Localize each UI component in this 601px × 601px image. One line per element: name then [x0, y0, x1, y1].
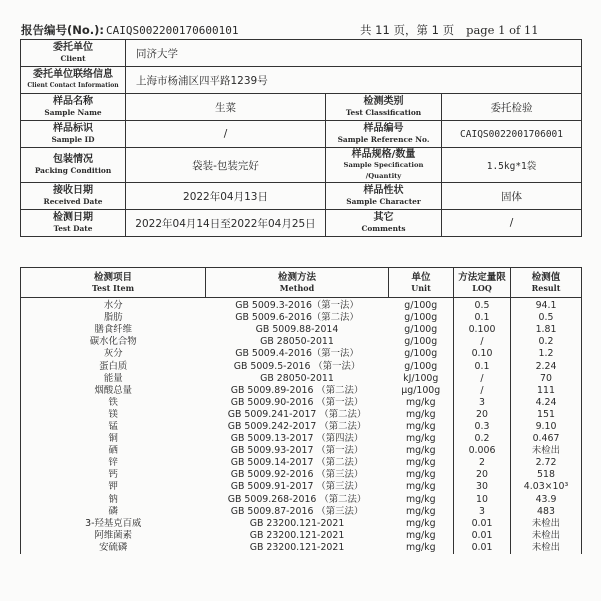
result-cell-method: GB 5009.268-2016 （第二法） — [227, 493, 367, 505]
result-cell-item: 阿维菌素 — [21, 530, 206, 542]
result-cell-loq: 0.2 — [454, 433, 511, 445]
packing-row — [21, 148, 582, 183]
received-value: 2022年04月13日 — [126, 183, 326, 210]
result-row — [21, 518, 582, 530]
character-value: 固体 — [442, 183, 582, 210]
result-cell-result: 4.03×10³ — [511, 481, 582, 493]
sample-name-value: 生菜 — [126, 94, 326, 121]
test-date-row — [21, 210, 582, 237]
page-indicator-cn: 共 11 页，第 1 页 — [360, 23, 455, 37]
result-cell-item: 硒 — [21, 445, 206, 457]
result-cell-unit: kJ/100g — [403, 372, 439, 384]
result-cell-result: 43.9 — [511, 494, 582, 506]
result-cell-loq: 0.01 — [454, 518, 511, 530]
result-cell-method: GB 5009.92-2016 （第三法） — [230, 469, 364, 481]
sample-name-row — [21, 94, 582, 121]
report-number — [21, 22, 238, 38]
result-cell-loq: / — [454, 336, 511, 348]
result-cell-item: 锰 — [21, 421, 206, 433]
result-cell-unit: mg/kg — [405, 445, 436, 457]
result-cell-item: 钾 — [21, 481, 206, 493]
result-cell-item: 安硫磷 — [21, 542, 206, 554]
result-cell-unit: mg/kg — [405, 408, 436, 420]
result-row — [21, 360, 582, 372]
col-header-unit: 单位 Unit — [389, 268, 454, 298]
result-cell-method: GB 5009.91-2017 （第三法） — [230, 481, 364, 493]
result-cell-item: 磷 — [21, 506, 206, 518]
result-cell-loq: 20 — [454, 409, 511, 421]
result-cell-unit: mg/kg — [405, 481, 436, 493]
client-label: 委托单位 Client — [21, 40, 126, 67]
result-cell-item: 水分 — [21, 298, 206, 313]
result-cell-unit: mg/kg — [405, 529, 436, 541]
character-label: 样品性状 Sample Character — [326, 183, 442, 210]
result-cell-loq: 30 — [454, 481, 511, 493]
result-cell-method: GB 23200.121-2021 — [249, 529, 345, 541]
result-cell-result: 0.2 — [511, 336, 582, 348]
result-row — [21, 385, 582, 397]
results-header-row — [21, 268, 582, 298]
result-row — [21, 298, 582, 313]
contact-row — [21, 67, 582, 94]
col-header-method: 检测方法 Method — [206, 268, 389, 298]
result-row — [21, 530, 582, 542]
result-row — [21, 421, 582, 433]
result-cell-result: 未检出 — [511, 530, 582, 542]
specification-value: 1.5kg*1袋 — [442, 148, 582, 183]
result-cell-unit: mg/kg — [405, 541, 436, 553]
result-row — [21, 469, 582, 481]
report-number-label: 报告编号(No.): — [21, 23, 105, 37]
result-cell-method: GB 5009.87-2016 （第三法） — [230, 505, 364, 517]
report-number-value: CAIQS002200170600101 — [106, 24, 239, 37]
col-header-item: 检测项目 Test Item — [21, 268, 206, 298]
result-cell-method: GB 5009.13-2017 （第四法） — [230, 433, 364, 445]
result-cell-unit: mg/kg — [405, 420, 436, 432]
result-cell-loq: 0.100 — [454, 324, 511, 336]
result-cell-loq: 3 — [454, 506, 511, 518]
result-cell-item: 碳水化合物 — [21, 336, 206, 348]
result-cell-item: 锌 — [21, 457, 206, 469]
result-cell-loq: / — [454, 385, 511, 397]
result-cell-loq: 0.006 — [454, 445, 511, 457]
received-row — [21, 183, 582, 210]
result-cell-loq: 2 — [454, 457, 511, 469]
result-cell-result: 0.5 — [511, 312, 582, 324]
result-cell-result: 0.467 — [511, 433, 582, 445]
result-cell-method: GB 5009.3-2016（第一法） — [235, 300, 359, 312]
test-date-label: 检测日期 Test Date — [21, 210, 126, 237]
result-cell-result: 483 — [511, 506, 582, 518]
result-cell-item: 钠 — [21, 494, 206, 506]
result-cell-unit: g/100g — [404, 360, 438, 372]
comments-value: / — [442, 210, 582, 237]
page-indicator-en: page 1 of 11 — [466, 23, 539, 37]
reference-value: CAIQS0022001706001 — [442, 121, 582, 148]
sample-id-row — [21, 121, 582, 148]
result-cell-method: GB 23200.121-2021 — [249, 541, 345, 553]
result-cell-loq: 20 — [454, 469, 511, 481]
result-cell-method: GB 5009.88-2014 — [255, 324, 339, 336]
result-row — [21, 397, 582, 409]
result-cell-method: GB 5009.6-2016（第二法） — [235, 312, 359, 324]
result-row — [21, 481, 582, 493]
result-cell-result: 2.72 — [511, 457, 582, 469]
test-date-value: 2022年04月14日至2022年04月25日 — [126, 210, 326, 237]
result-cell-loq: 0.10 — [454, 348, 511, 360]
result-cell-loq: 0.1 — [454, 360, 511, 372]
result-cell-method: GB 5009.242-2017 （第二法） — [227, 420, 367, 432]
received-label: 接收日期 Received Date — [21, 183, 126, 210]
result-cell-result: 未检出 — [511, 445, 582, 457]
result-cell-item: 灰分 — [21, 348, 206, 360]
results-body — [21, 298, 582, 554]
result-cell-loq: 0.1 — [454, 312, 511, 324]
result-cell-method: GB 28050-2011 — [260, 336, 334, 348]
classification-label: 检测类别 Test Classification — [326, 94, 442, 121]
result-cell-loq: 0.01 — [454, 542, 511, 554]
result-cell-item: 铜 — [21, 433, 206, 445]
page-indicator — [360, 22, 539, 38]
result-cell-item: 膳食纤维 — [21, 324, 206, 336]
packing-value: 袋装-包装完好 — [126, 148, 326, 183]
contact-value: 上海市杨浦区四平路1239号 — [126, 67, 582, 94]
result-row — [21, 348, 582, 360]
result-cell-unit: mg/kg — [405, 433, 436, 445]
results-table — [20, 267, 582, 554]
result-row — [21, 409, 582, 421]
result-cell-unit: mg/kg — [405, 469, 436, 481]
result-cell-item: 3-羟基克百威 — [21, 518, 206, 530]
col-header-loq: 方法定量限 LOQ — [454, 268, 511, 298]
result-cell-result: 4.24 — [511, 397, 582, 409]
classification-value: 委托检验 — [442, 94, 582, 121]
result-cell-result: 未检出 — [511, 542, 582, 554]
client-value: 同济大学 — [126, 40, 582, 67]
result-cell-unit: g/100g — [404, 348, 438, 360]
result-cell-result: 1.2 — [511, 348, 582, 360]
result-cell-result: 2.24 — [511, 360, 582, 372]
result-cell-loq: / — [454, 373, 511, 385]
result-row — [21, 494, 582, 506]
report-header — [21, 22, 583, 38]
result-row — [21, 506, 582, 518]
result-cell-unit: mg/kg — [405, 505, 436, 517]
result-cell-item: 钙 — [21, 469, 206, 481]
result-cell-loq: 0.5 — [454, 298, 511, 313]
reference-label: 样品编号 Sample Reference No. — [326, 121, 442, 148]
result-row — [21, 445, 582, 457]
result-cell-result: 未检出 — [511, 518, 582, 530]
result-cell-item: 烟酸总量 — [21, 385, 206, 397]
result-cell-unit: g/100g — [404, 324, 438, 336]
result-cell-method: GB 28050-2011 — [260, 372, 334, 384]
result-cell-unit: mg/kg — [405, 517, 436, 529]
result-cell-unit: mg/kg — [405, 396, 436, 408]
comments-label: 其它 Comments — [326, 210, 442, 237]
result-row — [21, 542, 582, 554]
result-cell-result: 111 — [511, 385, 582, 397]
result-cell-unit: μg/100g — [401, 384, 441, 396]
sample-id-label: 样品标识 Sample ID — [21, 121, 126, 148]
result-row — [21, 373, 582, 385]
result-cell-method: GB 5009.89-2016 （第二法） — [230, 384, 364, 396]
result-cell-method: GB 5009.241-2017 （第二法） — [227, 408, 367, 420]
result-cell-result: 9.10 — [511, 421, 582, 433]
result-cell-result: 70 — [511, 373, 582, 385]
result-row — [21, 457, 582, 469]
specification-label: 样品规格/数量 Sample Specification /Quantity — [326, 148, 442, 183]
result-cell-item: 能量 — [21, 373, 206, 385]
result-cell-method: GB 5009.14-2017 （第二法） — [230, 457, 364, 469]
result-cell-loq: 0.3 — [454, 421, 511, 433]
result-cell-unit: mg/kg — [405, 493, 436, 505]
sample-name-label: 样品名称 Sample Name — [21, 94, 126, 121]
result-cell-result: 94.1 — [511, 298, 582, 313]
result-cell-loq: 0.01 — [454, 530, 511, 542]
client-row — [21, 40, 582, 67]
result-cell-unit: g/100g — [404, 300, 438, 312]
result-cell-unit: mg/kg — [405, 457, 436, 469]
result-cell-item: 蛋白质 — [21, 360, 206, 372]
result-cell-method: GB 5009.5-2016 （第一法） — [233, 360, 361, 372]
result-row — [21, 433, 582, 445]
result-cell-result: 151 — [511, 409, 582, 421]
result-row — [21, 336, 582, 348]
result-cell-result: 1.81 — [511, 324, 582, 336]
contact-label: 委托单位联络信息 Client Contact Information — [21, 67, 126, 94]
result-cell-loq: 10 — [454, 494, 511, 506]
result-cell-item: 脂肪 — [21, 312, 206, 324]
col-header-result: 检测值 Result — [511, 268, 582, 298]
result-cell-unit: g/100g — [404, 312, 438, 324]
result-cell-method: GB 23200.121-2021 — [249, 517, 345, 529]
result-cell-loq: 3 — [454, 397, 511, 409]
result-cell-item: 镁 — [21, 409, 206, 421]
packing-label: 包装情况 Packing Condition — [21, 148, 126, 183]
result-cell-item: 铁 — [21, 397, 206, 409]
sample-info-table — [20, 39, 582, 237]
result-cell-method: GB 5009.4-2016（第一法） — [235, 348, 359, 360]
result-cell-result: 518 — [511, 469, 582, 481]
result-row — [21, 312, 582, 324]
result-cell-unit: g/100g — [404, 336, 438, 348]
sample-id-value: / — [126, 121, 326, 148]
result-row — [21, 324, 582, 336]
result-cell-method: GB 5009.93-2017 （第一法） — [230, 445, 364, 457]
result-cell-method: GB 5009.90-2016 （第一法） — [230, 396, 364, 408]
